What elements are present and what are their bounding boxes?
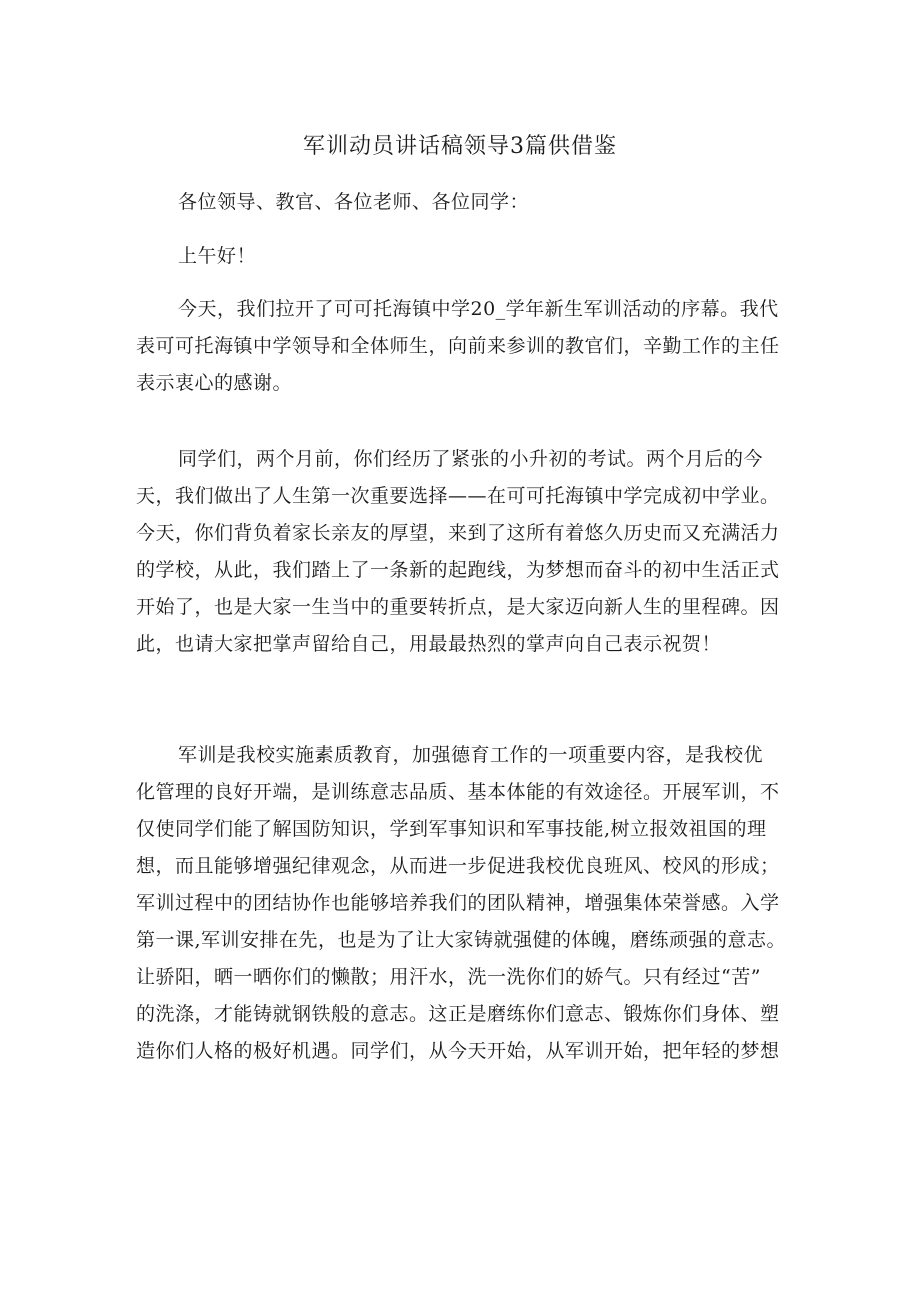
paragraph-line: 同学们，两个月前，你们经历了紧张的小升初的考试。两个月后的今 bbox=[178, 448, 764, 470]
paragraph-line: 表示衷心的感谢。 bbox=[136, 372, 293, 394]
paragraph-line: 造你们人格的极好机遇。同学们，从今天开始，从军训开始，把年轻的梦想 bbox=[136, 1040, 780, 1062]
document-title: 军训动员讲话稿领导3篇供借鉴 bbox=[303, 134, 617, 159]
paragraph-line: 此，也请大家把掌声留给自己，用最最热烈的掌声向自己表示祝贺！ bbox=[136, 633, 722, 655]
paragraph-line: 今天，我们拉开了可可托海镇中学20_学年新生军训活动的序幕。我代 bbox=[178, 298, 779, 320]
paragraph-line: 的学校，从此，我们踏上了一条新的起跑线，为梦想而奋斗的初中生活正式 bbox=[136, 559, 780, 581]
paragraph-1 bbox=[136, 291, 790, 402]
paragraph-3 bbox=[136, 737, 790, 1070]
paragraph-line: 今天，你们背负着家长亲友的厚望，来到了这所有着悠久历史而又充满活力 bbox=[136, 522, 780, 544]
paragraph-line: 军训是我校实施素质教育，加强德育工作的一项重要内容，是我校优 bbox=[178, 744, 764, 766]
paragraph-line: 仅使同学们能了解国防知识，学到军事知识和军事技能,树立报效祖国的理 bbox=[136, 818, 767, 840]
paragraph-line: 天，我们做出了人生第一次重要选择——在可可托海镇中学完成初中学业。 bbox=[136, 485, 780, 507]
greeting-line bbox=[136, 184, 790, 221]
salutation-line bbox=[136, 238, 790, 275]
paragraph-line: 让骄阳，晒一晒你们的懒散；用汗水，洗一洗你们的娇气。只有经过“苦” bbox=[136, 966, 761, 988]
paragraph-line: 化管理的良好开端，是训练意志品质、基本体能的有效途径。开展军训，不 bbox=[136, 781, 780, 803]
paragraph-line: 的洗涤，才能铸就钢铁般的意志。这正是磨练你们意志、锻炼你们身体、塑 bbox=[136, 1003, 780, 1025]
greeting-text: 各位领导、教官、各位老师、各位同学： bbox=[178, 191, 530, 213]
paragraph-line: 第一课,军训安排在先，也是为了让大家铸就强健的体魄，磨练顽强的意志。 bbox=[136, 929, 787, 951]
paragraph-line: 想，而且能够增强纪律观念，从而进一步促进我校优良班风、校风的形成； bbox=[136, 855, 780, 877]
salutation-text: 上午好！ bbox=[178, 245, 257, 267]
paragraph-2 bbox=[136, 441, 790, 663]
paragraph-line: 表可可托海镇中学领导和全体师生，向前来参训的教官们，辛勤工作的主任 bbox=[136, 335, 780, 357]
paragraph-line: 军训过程中的团结协作也能够培养我们的团队精神，增强集体荣誉感。入学 bbox=[136, 892, 780, 914]
paragraph-line: 开始了，也是大家一生当中的重要转折点，是大家迈向新人生的里程碑。因 bbox=[136, 596, 780, 618]
